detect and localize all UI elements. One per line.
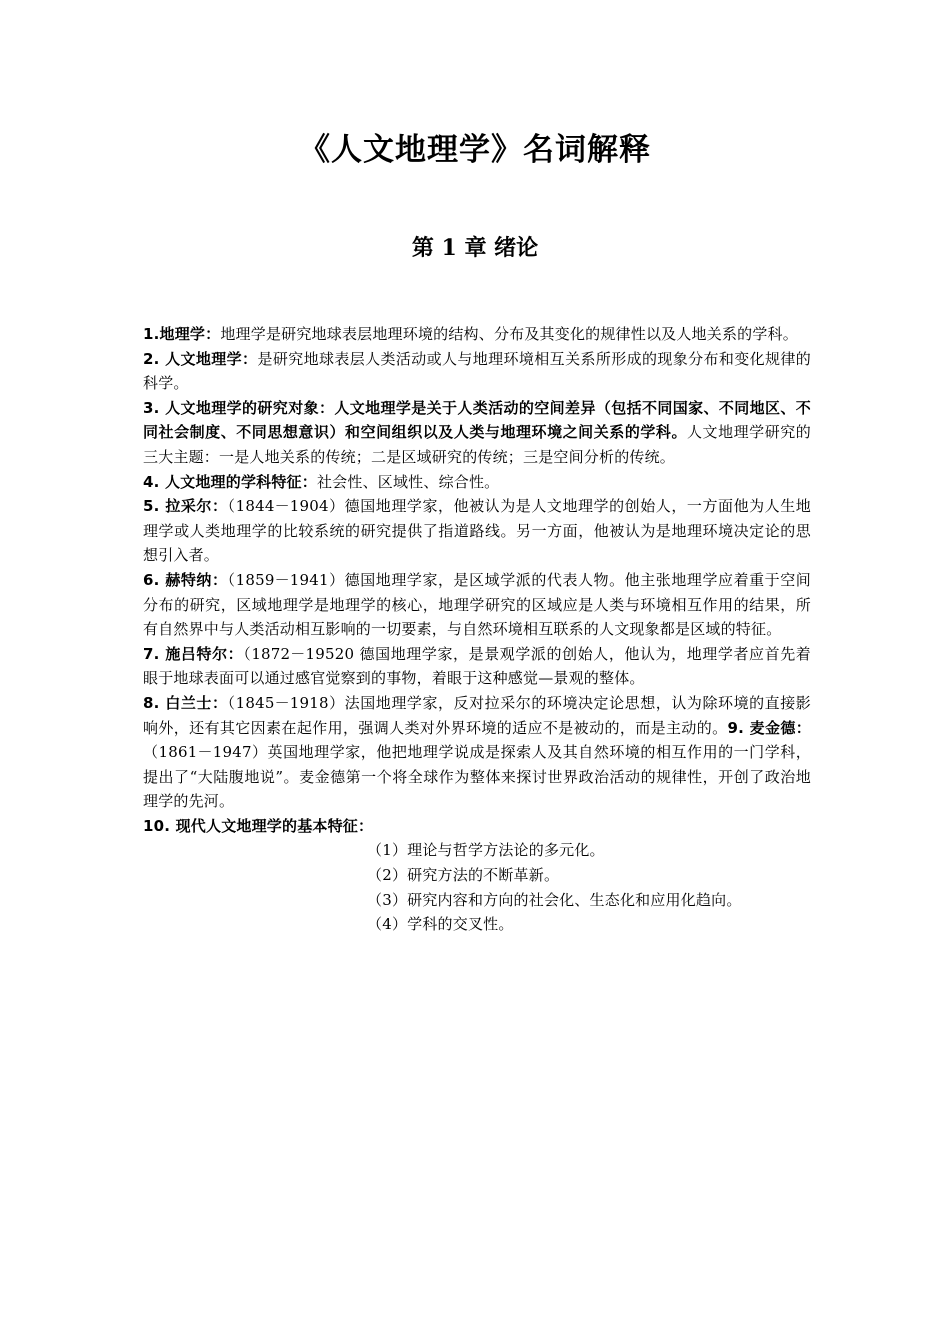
entry-term: 4. 人文地理的学科特征： xyxy=(143,472,317,491)
list-item: （2）研究方法的不断革新。 xyxy=(367,866,560,885)
entry-discipline-features xyxy=(143,470,811,495)
entry-definition: （1861－1947）英国地理学家，他把地理学说成是探索人及其自然环境的相互作用的一门学科，提出了“大陆腹地说”。麦金德第一个将全球作为整体来探讨世界政治活动的规律性，开创了政治地理学的先河。 xyxy=(143,743,811,811)
document-body xyxy=(143,322,811,937)
list-item: （3）研究内容和方向的社会化、生态化和应用化趋向。 xyxy=(367,890,742,909)
chapter-heading: 第 1 章 绪论 xyxy=(411,235,539,261)
entry-term: 2. 人文地理学： xyxy=(143,349,258,368)
entry-definition: （1872－19520 德国地理学家，是景观学派的创始人，他认为，地理学者应首先着眼于地球表面可以通过感官觉察到的事物，着眼于这种感觉—景观的整体。 xyxy=(143,644,811,688)
entry-modern-features xyxy=(143,814,811,839)
entry-human-geography xyxy=(143,347,811,396)
entry-term: 7. 施吕特尔： xyxy=(143,644,244,663)
entry-definition: （1859－1941）德国地理学家，是区域学派的代表人物。他主张地理学应着重于空间分布的研究，区域地理学是地理学的核心，地理学研究的区域应是人类与环境相互作用的结果，所有自然界中与人类活动相互影响的一切要素，与自然环境相互联系的人文现象都是区域的特征。 xyxy=(143,570,811,639)
entry-definition: 社会性、区域性、综合性。 xyxy=(316,472,500,491)
feature-list xyxy=(143,838,811,936)
entry-research-object xyxy=(143,396,811,470)
entry-schluter xyxy=(143,642,811,691)
entry-definition: （1844－1904）德国地理学家，他被认为是人文地理学的创始人，一方面他为人生地理学或人类地理学的比较系统的研究提供了指道路线。另一方面，他被认为是地理环境决定论的思想引入者。 xyxy=(143,497,811,565)
entry-definition: 人文地理学研究的三大主题：一是人地关系的传统；二是区域研究的传统；三是空间分析的传统。 xyxy=(143,423,811,466)
entry-term: 8. 白兰士： xyxy=(143,693,228,712)
entry-term: 5. 拉采尔： xyxy=(143,497,228,516)
entry-term: 1.地理学： xyxy=(143,325,221,343)
entry-term: 9. 麦金德： xyxy=(727,718,812,737)
entry-term: 3. 人文地理学的研究对象：人文地理学是关于人类活动的空间差异（包括不同国家、不同地区、不同社会制度、不同思想意识）和空间组织以及人类与地理环境之间关系的学科。 xyxy=(143,398,811,442)
list-item: （1）理论与哲学方法论的多元化。 xyxy=(367,841,605,860)
entry-term: 10. 现代人文地理学的基本特征： xyxy=(143,816,374,835)
document-title: 《人文地理学》名词解释 xyxy=(299,132,651,168)
entry-definition: 是研究地球表层人类活动或人与地理环境相互关系所形成的现象分布和变化规律的科学。 xyxy=(143,349,811,393)
entry-definition: 地理学是研究地球表层地理环境的结构、分布及其变化的规律性以及人地关系的学科。 xyxy=(220,325,798,343)
entry-geography xyxy=(143,322,811,347)
list-item: （4）学科的交叉性。 xyxy=(367,915,514,934)
entry-ratzel xyxy=(143,494,811,568)
entry-term: 6. 赫特纳： xyxy=(143,570,228,589)
entry-vidal-mackinder xyxy=(143,691,811,814)
entry-definition: （1845－1918）法国地理学家，反对拉采尔的环境决定论思想，认为除环境的直接影响外，还有其它因素在起作用，强调人类对外界环境的适应不是被动的，而是主动的。 xyxy=(143,693,811,737)
entry-hettner xyxy=(143,568,811,642)
